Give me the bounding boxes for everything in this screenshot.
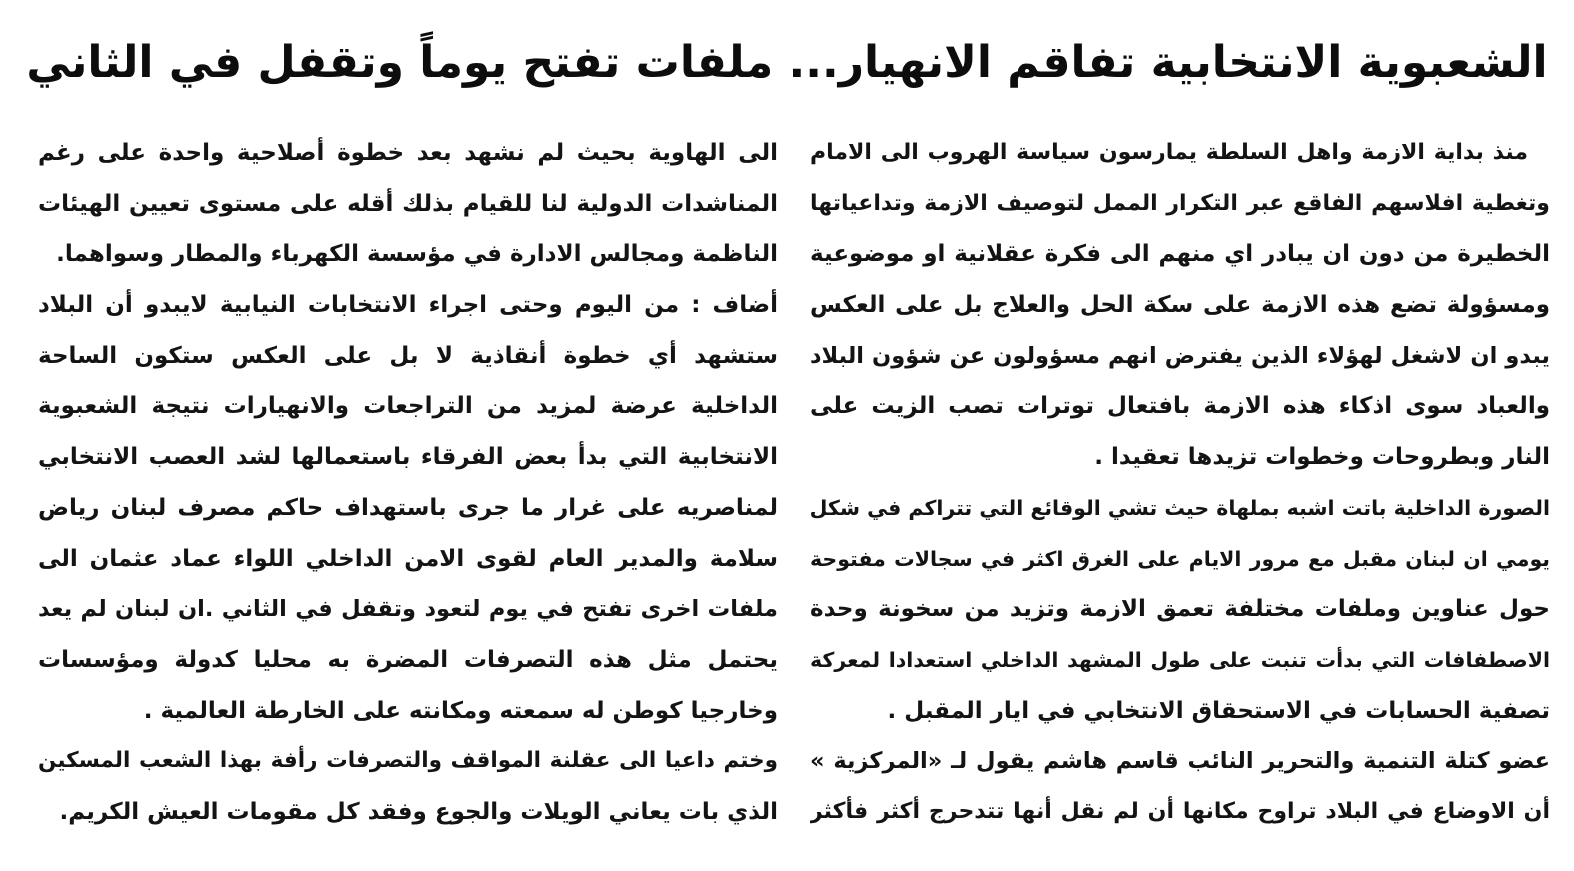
- column-line: الداخلية عرضة لمزيد من التراجعات والانهيارات نتيجة الشعبوية: [38, 393, 778, 420]
- column-line: وخارجيا كوطن له سمعته ومكانته على الخارطة العالمية .: [143, 697, 778, 724]
- column-line: النار وبطروحات وخطوات تزيدها تعقيدا .: [1094, 444, 1550, 471]
- column-line: منذ بداية الازمة واهل السلطة يمارسون سياسة الهروب الى الامام: [810, 140, 1528, 165]
- article-headline: الشعبوية الانتخابية تفاقم الانهيار... ملفات تفتح يوماً وتقفل في الثاني: [26, 37, 1548, 88]
- column-line: عضو كتلة التنمية والتحرير النائب قاسم هاشم يقول لـ «المركزية »: [810, 748, 1550, 775]
- article-column-right: [810, 128, 1550, 838]
- column-line: والعباد سوى اذكاء هذه الازمة بافتعال توترات تصب الزيت على: [810, 393, 1550, 420]
- column-line: الصورة الداخلية باتت اشبه بملهاة حيث تشي الوقائع التي تتراكم في شكل: [810, 495, 1550, 520]
- column-line: الاصطفافات التي بدأت تنبت على طول المشهد الداخلي استعدادا لمعركة: [810, 647, 1550, 672]
- column-line: أن الاوضاع في البلاد تراوح مكانها أن لم نقل أنها تتدحرج أكثر فأكثر: [810, 798, 1550, 824]
- column-line: ستشهد أي خطوة أنقاذية لا بل على العكس ستكون الساحة: [38, 342, 778, 369]
- column-line: الخطيرة من دون ان يبادر اي منهم الى فكرة عقلانية او موضوعية: [810, 241, 1550, 268]
- column-line: ومسؤولة تضع هذه الازمة على سكة الحل والعلاج بل على العكس: [810, 292, 1550, 319]
- column-line: تصفية الحسابات في الاستحقاق الانتخابي في ايار المقبل .: [887, 697, 1550, 724]
- column-line: الانتخابية التي بدأ بعض الفرقاء باستعمالها لشد العصب الانتخابي: [38, 444, 778, 471]
- column-line: أضاف : من اليوم وحتى اجراء الانتخابات النيابية لايبدو أن البلاد: [38, 292, 778, 319]
- column-line: يومي ان لبنان مقبل مع مرور الايام على الغرق اكثر في سجالات مفتوحة: [810, 546, 1550, 571]
- column-line: يحتمل مثل هذه التصرفات المضرة به محليا كدولة ومؤسسات: [38, 646, 778, 673]
- column-line: وتغطية افلاسهم الفاقع عبر التكرار الممل لتوصيف الازمة وتداعياتها: [810, 190, 1550, 216]
- column-line: الناظمة ومجالس الادارة في مؤسسة الكهرباء والمطار وسواهما.: [56, 241, 778, 268]
- column-line: المناشدات الدولية لنا للقيام بذلك أقله على مستوى تعيين الهيئات: [38, 190, 778, 217]
- column-line: ملفات اخرى تفتح في يوم لتعود وتقفل في الثاني .ان لبنان لم يعد: [38, 596, 778, 623]
- column-line: حول عناوين وملفات مختلفة تعمق الازمة وتزيد من سخونة وحدة: [810, 596, 1550, 623]
- column-line: سلامة والمدير العام لقوى الامن الداخلي اللواء عماد عثمان الى: [38, 545, 778, 572]
- column-line: وختم داعيا الى عقلنة المواقف والتصرفات رأفة بهذا الشعب المسكين: [38, 748, 778, 774]
- column-line: لمناصريه على غرار ما جرى باستهداف حاكم مصرف لبنان رياض: [38, 494, 778, 521]
- column-line: الذي بات يعاني الويلات والجوع وفقد كل مقومات العيش الكريم.: [59, 798, 778, 825]
- column-line: يبدو ان لاشغل لهؤلاء الذين يفترض انهم مسؤولون عن شؤون البلاد: [810, 342, 1550, 369]
- article-column-left: [38, 128, 778, 838]
- column-line: الى الهاوية بحيث لم نشهد بعد خطوة أصلاحية واحدة على رغم: [38, 140, 778, 166]
